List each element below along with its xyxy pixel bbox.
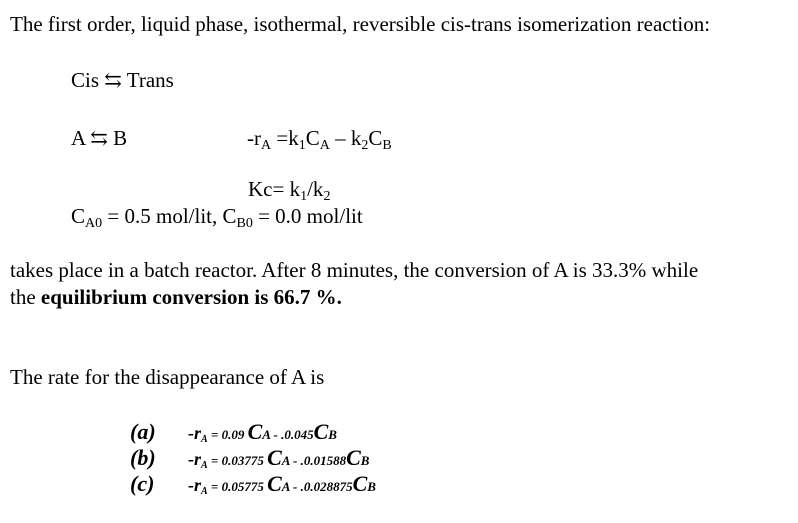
kc-k1-subscript: 1 [300,189,308,204]
cb-subscript: B [360,453,370,468]
kc-k2-subscript: 2 [323,189,331,204]
cb-symbol: C [346,445,361,470]
option-label: (a) [130,419,156,444]
cb-subscript: B [382,138,392,153]
equilibrium-conversion-text: equilibrium conversion is 66.7 %. [40,285,342,309]
ca-symbol: C [267,471,282,496]
ca0-subscript: A0 [85,216,103,231]
coefficient-1: = 0.05775 [207,479,268,494]
ca0-value: = 0.5 mol/lit, C [102,204,237,228]
cb-subscript: B [328,427,337,442]
rate-subscript: A [201,434,208,445]
k1-subscript: 1 [298,138,306,153]
cb-symbol: C [352,471,368,496]
equilibrium-constant [248,177,331,204]
cb-subscript: B [367,479,376,494]
kc-lhs: Kc= k [248,177,301,201]
paragraph-line-1: takes place in a batch reactor. After 8 minutes, the conversion of A is 33.3% while [10,258,699,282]
ca-symbol: C [305,126,320,150]
option-label: (c) [130,471,155,496]
option-equation [188,446,369,473]
paragraph-line-2-plain: the [10,285,41,309]
coefficient-2: - .0.045 [270,427,314,442]
species-b: B [113,126,128,150]
coefficient-1: = 0.09 [207,427,248,442]
rate-subscript: A [261,138,272,153]
paragraph-line-2 [10,285,342,309]
coefficient-2: - .0.01588 [289,453,347,468]
option-equation [188,420,337,447]
kc-over-k: /k [307,177,324,201]
rate-symbol: -r [188,449,201,469]
species-a: A [71,126,86,150]
trans-label: Trans [126,68,174,92]
cb-symbol: C [313,419,329,444]
rate-subscript: A [201,460,208,471]
rate-law [247,126,392,153]
cb0-subscript: B0 [236,216,253,231]
ca0-symbol: C [71,204,86,228]
initial-conditions [71,204,363,231]
ca-subscript: A [281,479,290,494]
rate-subscript: A [201,486,208,497]
ca-subscript: A [262,427,271,442]
option-equation [188,472,376,499]
intro-text: The first order, liquid phase, isothermal, reversible cis-trans isomerization reaction: [10,12,711,36]
rate-equals-k: =k [271,126,299,150]
reversible-arrow-icon: ⇆ [90,126,108,150]
rate-symbol: -r [247,126,261,150]
cis-label: Cis [71,68,100,92]
reversible-arrow-icon: ⇆ [104,68,122,92]
reaction-names [71,68,174,92]
rate-symbol: -r [188,475,201,495]
option-label: (b) [130,445,156,470]
coefficient-1: = 0.03775 [207,453,268,468]
ca-symbol: C [267,445,282,470]
ca-subscript: A [281,453,290,468]
reaction-symbols [71,126,127,150]
cb0-value: = 0.0 mol/lit [252,204,363,228]
ca-subscript: A [319,138,330,153]
cb-symbol: C [368,126,383,150]
rate-symbol: -r [188,423,201,443]
question-text: The rate for the disappearance of A is [10,365,325,389]
coefficient-2: - .0.028875 [289,479,353,494]
k2-subscript: 2 [361,138,369,153]
rate-minus-k: – k [329,126,362,150]
ca-symbol: C [247,419,263,444]
